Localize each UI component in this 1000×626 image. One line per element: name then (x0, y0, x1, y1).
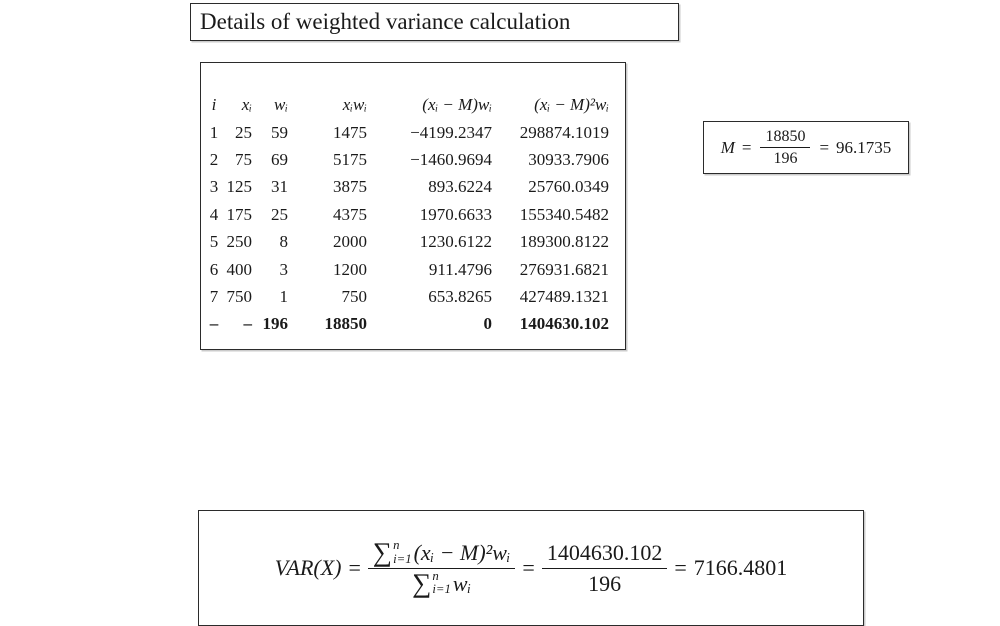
summation (373, 539, 412, 566)
table-row (203, 283, 609, 310)
table-row (203, 146, 609, 173)
table-cell: 653.8265 (428, 287, 492, 307)
table-cell: 911.4796 (428, 259, 492, 279)
numerator-expression: (xᵢ − M)²wᵢ (413, 540, 511, 565)
table-cell: 893.6224 (428, 177, 492, 197)
table-cell: 8 (279, 232, 288, 252)
table-cell: 427489.1321 (519, 287, 609, 307)
table-cell: 3875 (333, 177, 367, 197)
sigma-symbol: ∑ (372, 537, 393, 568)
table-cell: 400 (226, 259, 252, 279)
table-cell: 31 (271, 177, 288, 197)
summation-upper-limit: n (393, 538, 400, 553)
table-cell: 1 (279, 287, 288, 307)
mean-fraction-denominator: 196 (773, 150, 798, 167)
mean-formula-box (703, 121, 909, 174)
table-total-cell: – (243, 314, 252, 334)
table-cell: 1 (209, 122, 219, 142)
equals-sign: = (348, 555, 361, 580)
table-cell: 3 (209, 177, 219, 197)
table-cell: 2000 (333, 232, 367, 252)
summation-upper-limit: n (432, 568, 439, 583)
equals-sign: = (819, 137, 830, 157)
title-box (190, 3, 679, 41)
table-header-cell: (xᵢ − M)²wᵢ (534, 94, 609, 114)
variance-value-numerator: 1404630.102 (542, 539, 668, 569)
table-cell: 125 (226, 177, 252, 197)
summation-lower-limit: i=1 (393, 551, 412, 566)
table-cell: 750 (341, 287, 367, 307)
table-total-cell: 0 (483, 314, 492, 334)
table-rows (203, 90, 609, 338)
table-total-cell: 1404630.102 (519, 314, 609, 334)
mean-symbol: M (720, 137, 735, 157)
table-cell: 276931.6821 (519, 259, 609, 279)
table-row (203, 311, 609, 338)
table-header-cell: xᵢwᵢ (342, 94, 367, 114)
table-cell: 189300.8122 (519, 232, 609, 252)
table-cell: 6 (209, 259, 219, 279)
table-row (203, 256, 609, 283)
variance-sum-fraction (368, 539, 516, 597)
calculation-table-box (200, 62, 626, 350)
table-cell: 69 (271, 150, 288, 170)
table-header-cell: i (211, 94, 217, 114)
summation-limits (432, 570, 451, 597)
table-header-cell: wᵢ (273, 94, 288, 114)
table-cell: 59 (271, 122, 288, 142)
mean-value: 96.1735 (836, 137, 892, 157)
table-cell: 298874.1019 (519, 122, 609, 142)
variance-value: 7166.4801 (693, 555, 788, 580)
table-cell: 750 (226, 287, 252, 307)
table-cell: 4375 (333, 204, 367, 224)
equals-sign: = (741, 137, 752, 157)
variance-value-denominator: 196 (588, 570, 622, 596)
mean-fraction-numerator: 18850 (760, 127, 810, 148)
calculation-table (203, 90, 609, 338)
summation (412, 567, 451, 598)
variance-formula (275, 539, 788, 597)
table-cell: 175 (226, 204, 252, 224)
table-total-cell: 196 (262, 314, 288, 334)
table-row (203, 174, 609, 201)
table-row (203, 201, 609, 228)
page-title: Details of weighted variance calculation (200, 9, 571, 34)
table-cell: 1200 (333, 259, 367, 279)
variance-sum-numerator (368, 539, 516, 569)
table-total-cell: 18850 (324, 314, 367, 334)
variance-formula-box (198, 510, 864, 626)
table-row (203, 229, 609, 256)
table-row (203, 90, 609, 119)
mean-formula (721, 127, 892, 168)
table-cell: 1475 (333, 122, 367, 142)
table-cell: 25 (271, 204, 288, 224)
table-cell: 75 (235, 150, 252, 170)
table-cell: 1970.6633 (419, 204, 492, 224)
sigma-symbol: ∑ (412, 567, 432, 598)
table-cell: 5 (209, 232, 219, 252)
variance-value-fraction (542, 539, 668, 597)
table-row (203, 119, 609, 146)
table-cell: 7 (209, 287, 219, 307)
table-cell: 30933.7906 (528, 150, 609, 170)
table-cell: 3 (279, 259, 288, 279)
table-header-cell: xᵢ (241, 94, 252, 114)
table-cell: 1230.6122 (419, 232, 492, 252)
variance-sum-denominator (412, 569, 471, 598)
table-cell: 2 (209, 150, 219, 170)
table-cell: 155340.5482 (519, 204, 609, 224)
equals-sign: = (674, 555, 687, 580)
summation-limits (393, 539, 412, 566)
table-header-cell: (xᵢ − M)wᵢ (422, 94, 492, 114)
table-total-cell: – (209, 314, 219, 334)
table-cell: 5175 (333, 150, 367, 170)
table-cell: 250 (226, 232, 252, 252)
mean-fraction (760, 127, 810, 168)
variance-symbol: VAR(X) (274, 555, 342, 580)
table-cell: 25 (235, 122, 252, 142)
denominator-expression: wᵢ (452, 570, 472, 596)
table-cell: 25760.0349 (528, 177, 609, 197)
table-cell: −1460.9694 (410, 150, 492, 170)
equals-sign: = (522, 555, 535, 580)
table-cell: −4199.2347 (410, 122, 492, 142)
table-cell: 4 (209, 204, 219, 224)
summation-lower-limit: i=1 (432, 582, 451, 597)
